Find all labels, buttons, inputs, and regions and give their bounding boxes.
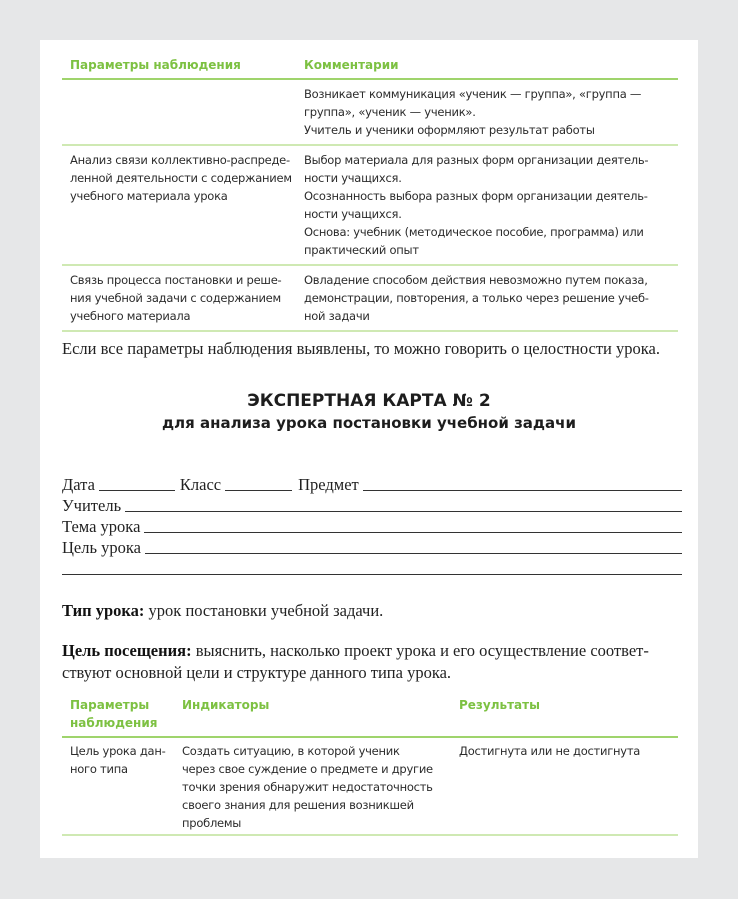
text-line: Основа: учебник (методическое пособие, программа) или [304, 225, 644, 239]
form-row-topic [62, 516, 682, 537]
text-line: ленной деятельности с содержанием [70, 171, 292, 185]
date-label: Дата [62, 475, 95, 494]
param-cell [62, 742, 182, 832]
param-cell [62, 85, 304, 139]
header-parameters: Параметры наблюдения [70, 58, 241, 72]
date-field[interactable] [99, 475, 175, 491]
text-line: ной задачи [304, 309, 370, 323]
header-parameters [62, 696, 182, 732]
teacher-label: Учитель [62, 496, 122, 515]
lesson-type-label: Тип урока: [62, 601, 145, 620]
table-row [62, 80, 678, 146]
text-line: своего знания для решения возникшей [182, 798, 414, 812]
text-line: Анализ связи коллективно-распреде- [70, 153, 290, 167]
header-indicators: Индикаторы [182, 698, 270, 712]
expert-card-title: ЭКСПЕРТНАЯ КАРТА № 2 [247, 391, 491, 411]
param-cell [62, 151, 304, 259]
teacher-field[interactable] [125, 496, 682, 512]
text-line: Достигнута или не достигнута [459, 744, 641, 758]
text-line: ния учебной задачи с содержанием [70, 291, 281, 305]
table-row [62, 738, 678, 836]
text-line: ности учащихся. [304, 207, 402, 221]
text-line: ствуют основной цели и структуре данного типа урока. [62, 663, 452, 682]
topic-field[interactable] [144, 517, 682, 533]
visit-goal-paragraph [62, 640, 682, 684]
observation-table-2 [62, 696, 678, 836]
param-cell [62, 271, 304, 325]
text-line: демонстрации, повторения, а только через решение учеб- [304, 291, 649, 305]
text-line: Выбор материала для разных форм организации деятель- [304, 153, 649, 167]
text-line: Связь процесса постановки и реше- [70, 273, 282, 287]
lesson-type-text: урок постановки учебной задачи. [144, 601, 384, 620]
goal-continuation-field[interactable] [62, 566, 682, 575]
form-row-date-class-subject [62, 474, 682, 495]
header-comments: Комментарии [304, 58, 399, 72]
lesson-info-form [62, 474, 682, 575]
document-page [40, 40, 698, 858]
table-header [62, 696, 678, 738]
observation-table-1 [62, 56, 678, 332]
header-results: Результаты [459, 698, 540, 712]
text-line: Параметры [70, 698, 150, 712]
text-line: наблюдения [70, 716, 158, 730]
text-line: проблемы [182, 816, 242, 830]
indicators-cell [182, 742, 459, 832]
text-line: Цель урока дан- [70, 744, 166, 758]
topic-label: Тема урока [62, 517, 141, 536]
text-line [62, 640, 682, 662]
comment-cell [304, 271, 678, 325]
expert-card-subtitle: для анализа урока постановки учебной задачи [162, 414, 576, 432]
integrity-note: Если все параметры наблюдения выявлены, то можно говорить о целостности урока. [62, 339, 660, 358]
text-line: группа», «ученик — ученик». [304, 105, 476, 119]
text-line: учебного материала урока [70, 189, 228, 203]
text-line: ного типа [70, 762, 128, 776]
results-cell [459, 742, 678, 832]
subject-field[interactable] [363, 475, 682, 491]
text-line: Учитель и ученики оформляют результат работы [304, 123, 595, 137]
form-row-goal [62, 537, 682, 558]
form-row-teacher [62, 495, 682, 516]
visit-goal-text: выяснить, насколько проект урока и его осуществление соответ- [191, 641, 649, 660]
text-line: практический опыт [304, 243, 419, 257]
visit-goal-label: Цель посещения: [62, 641, 192, 660]
class-field[interactable] [225, 475, 292, 491]
class-label: Класс [179, 475, 222, 494]
text-line: Создать ситуацию, в которой ученик [182, 744, 400, 758]
subject-label: Предмет [298, 475, 359, 494]
table-row [62, 146, 678, 266]
text-line: учебного материала [70, 309, 191, 323]
lesson-type-paragraph [62, 600, 682, 622]
goal-label: Цель урока [62, 538, 141, 557]
text-line: через свое суждение о предмете и другие [182, 762, 433, 776]
text-line: Овладение способом действия невозможно путем показа, [304, 273, 648, 287]
text-line: ности учащихся. [304, 171, 402, 185]
comment-cell [304, 85, 678, 139]
goal-field[interactable] [145, 538, 682, 554]
text-line: Осознанность выбора разных форм организации деятель- [304, 189, 648, 203]
text-line: Возникает коммуникация «ученик — группа», «группа — [304, 87, 642, 101]
table-row [62, 266, 678, 332]
comment-cell [304, 151, 678, 259]
text-line: точки зрения обнаружит недостаточность [182, 780, 433, 794]
table-header [62, 56, 678, 80]
